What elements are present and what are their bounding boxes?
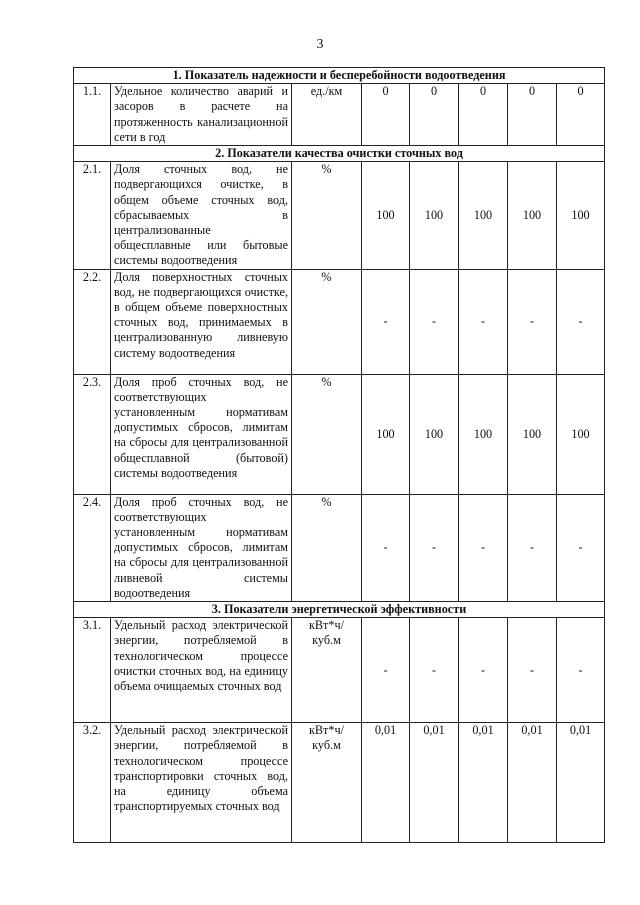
unit-cell: кВт*ч/ куб.м: [292, 618, 362, 723]
row-number: 1.1.: [74, 84, 111, 146]
value-cell: 100: [459, 374, 508, 494]
section-title: 1. Показатель надежности и бесперебойности водоотведения: [74, 68, 605, 84]
value-cell: 100: [508, 374, 557, 494]
section-header-row: [74, 146, 605, 162]
row-number: 2.2.: [74, 269, 111, 374]
value-cell: 0: [557, 84, 605, 146]
indicators-table: [73, 67, 605, 843]
value-cell: -: [508, 494, 557, 601]
section-title: 3. Показатели энергетической эффективности: [74, 602, 605, 618]
table-row: [74, 162, 605, 269]
row-number: 3.2.: [74, 723, 111, 843]
value-cell: 100: [557, 374, 605, 494]
table-row: [74, 84, 605, 146]
value-cell: 0: [459, 84, 508, 146]
value-cell: 100: [459, 162, 508, 269]
unit-cell: %: [292, 269, 362, 374]
value-cell: 0: [410, 84, 459, 146]
indicator-description: Доля проб сточных вод, не соответствующих установленным нормативам допустимых сбросов, лимитам на сбросы для централизованной ливневой системы водоотведения: [111, 494, 292, 601]
value-cell: 0,01: [362, 723, 410, 843]
value-cell: -: [410, 494, 459, 601]
page-number: 3: [316, 37, 324, 52]
value-cell: 0: [362, 84, 410, 146]
indicator-description: Удельный расход электрической энергии, потребляемой в технологическом процессе очистки сточных вод, на единицу объема очищаемых сточных вод: [111, 618, 292, 723]
value-cell: 100: [557, 162, 605, 269]
value-cell: 0: [508, 84, 557, 146]
value-cell: 100: [508, 162, 557, 269]
value-cell: 100: [410, 162, 459, 269]
value-cell: -: [557, 618, 605, 723]
value-cell: -: [410, 269, 459, 374]
value-cell: -: [459, 494, 508, 601]
value-cell: 0,01: [459, 723, 508, 843]
table-row: [74, 723, 605, 843]
value-cell: -: [557, 494, 605, 601]
indicator-description: Доля сточных вод, не подвергающихся очистке, в общем объеме сточных вод, сбрасываемых в централизованные общесплавные или бытовые системы водоотведения: [111, 162, 292, 269]
value-cell: -: [459, 618, 508, 723]
section-title: 2. Показатели качества очистки сточных вод: [74, 146, 605, 162]
value-cell: -: [508, 618, 557, 723]
row-number: 2.3.: [74, 374, 111, 494]
row-number: 2.1.: [74, 162, 111, 269]
unit-cell: %: [292, 374, 362, 494]
unit-cell: %: [292, 494, 362, 601]
value-cell: -: [362, 269, 410, 374]
value-cell: 100: [362, 162, 410, 269]
table-row: [74, 374, 605, 494]
indicator-description: Доля поверхностных сточных вод, не подвергающихся очистке, в общем объеме поверхностных сточных вод, принимаемых в централизованную ливневую систему водоотведения: [111, 269, 292, 374]
value-cell: 100: [362, 374, 410, 494]
indicator-description: Доля проб сточных вод, не соответствующих установленным нормативам допустимых сбросов, лимитам на сбросы для централизованной общесплавной (бытовой) системы водоотведения: [111, 374, 292, 494]
value-cell: -: [410, 618, 459, 723]
unit-cell: %: [292, 162, 362, 269]
table-row: [74, 269, 605, 374]
table-row: [74, 494, 605, 601]
value-cell: 0,01: [508, 723, 557, 843]
unit-cell: ед./км: [292, 84, 362, 146]
value-cell: -: [459, 269, 508, 374]
value-cell: 0,01: [557, 723, 605, 843]
unit-cell: кВт*ч/ куб.м: [292, 723, 362, 843]
value-cell: -: [557, 269, 605, 374]
value-cell: 100: [410, 374, 459, 494]
row-number: 3.1.: [74, 618, 111, 723]
section-header-row: [74, 602, 605, 618]
indicator-description: Удельное количество аварий и засоров в расчете на протяженность канализационной сети в год: [111, 84, 292, 146]
table-row: [74, 618, 605, 723]
value-cell: -: [362, 618, 410, 723]
section-header-row: [74, 68, 605, 84]
value-cell: -: [362, 494, 410, 601]
indicator-description: Удельный расход электрической энергии, потребляемой в технологическом процессе транспортировки сточных вод, на единицу объема транспортируемых сточных вод: [111, 723, 292, 843]
value-cell: -: [508, 269, 557, 374]
value-cell: 0,01: [410, 723, 459, 843]
row-number: 2.4.: [74, 494, 111, 601]
